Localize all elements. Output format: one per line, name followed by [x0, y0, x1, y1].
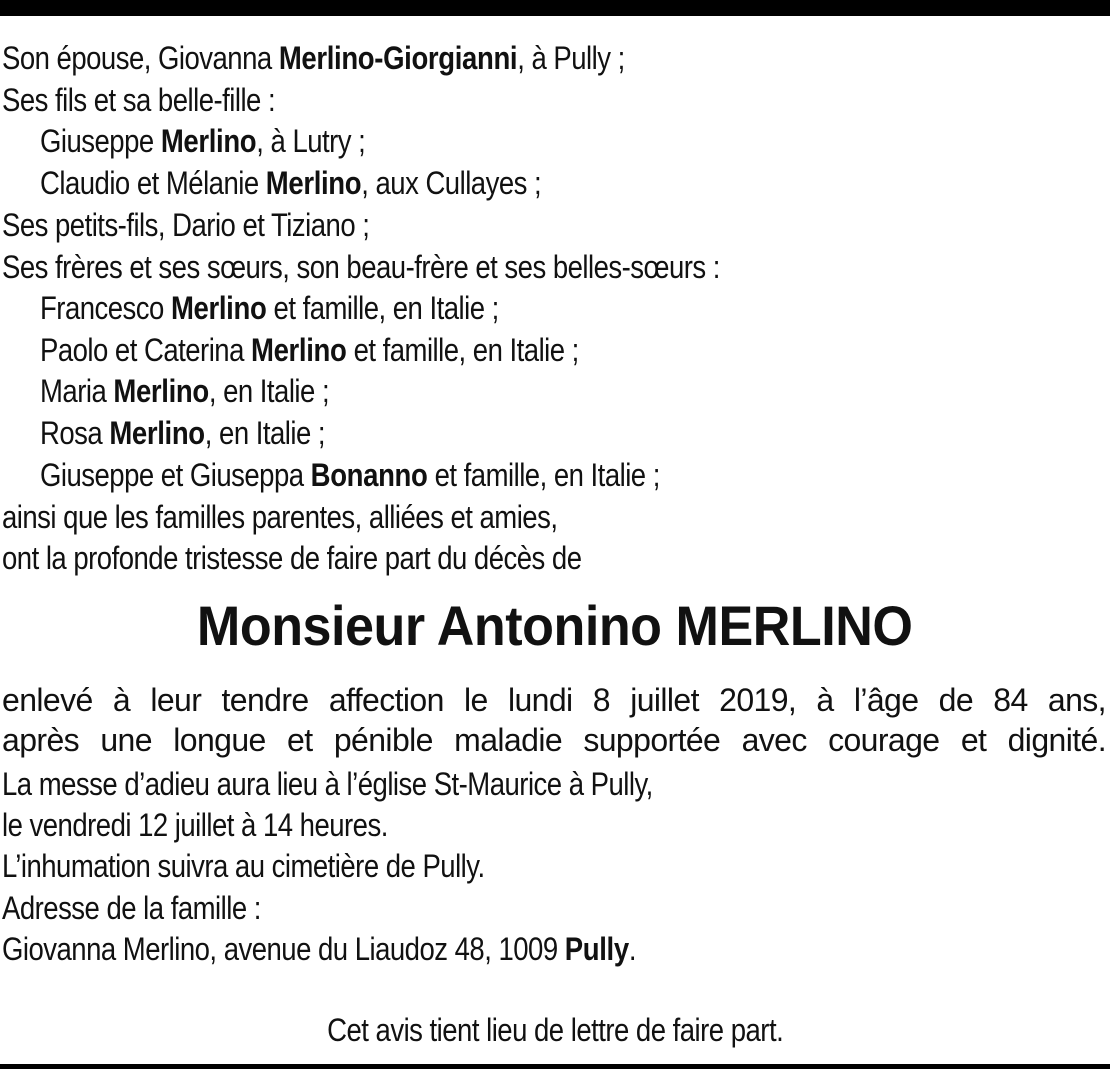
sibling-line: Rosa Merlino, en Italie ;: [40, 415, 326, 451]
word: maladie: [454, 722, 563, 758]
details-block: [2, 680, 1106, 760]
son-line: Giuseppe Merlino, à Lutry ;: [40, 123, 366, 159]
word: 2019,: [719, 682, 797, 718]
bottom-rule: [0, 1064, 1110, 1069]
word: l’âge: [853, 682, 919, 718]
surname: Merlino: [109, 415, 205, 451]
word: dignité.: [1007, 722, 1106, 758]
word: enlevé: [2, 682, 93, 718]
word: tendre: [221, 682, 309, 718]
sibling-line: Francesco Merlino et famille, en Italie ;: [40, 290, 499, 326]
word: le: [464, 682, 488, 718]
word: et: [287, 722, 313, 758]
deceased-name: Monsieur Antonino MERLINO: [197, 594, 913, 657]
surname: Merlino: [251, 332, 347, 368]
word: supportée: [583, 722, 721, 758]
siblings-heading: Ses frères et ses sœurs, son beau-frère et ses belles-sœurs :: [2, 249, 720, 285]
word: lundi: [507, 682, 573, 718]
word: courage: [828, 722, 940, 758]
surname: Merlino: [160, 123, 257, 159]
relatives-line: ainsi que les familles parentes, alliées et amies,: [2, 499, 558, 535]
details-line: [2, 680, 1106, 720]
sibling-line: Giuseppe et Giuseppa Bonanno et famille, en Italie ;: [40, 457, 660, 493]
sons-heading: Ses fils et sa belle-fille :: [2, 82, 276, 118]
sibling-line: Paolo et Caterina Merlino et famille, en Italie ;: [40, 332, 579, 368]
address-heading: Adresse de la famille :: [2, 890, 261, 926]
word: pénible: [333, 722, 433, 758]
word: leur: [150, 682, 202, 718]
word: à: [816, 682, 834, 718]
closing-note: Cet avis tient lieu de lettre de faire part.: [326, 1012, 784, 1048]
sibling-line: Maria Merlino, en Italie ;: [40, 373, 330, 409]
surname: Merlino: [113, 373, 209, 409]
announcement-line: ont la profonde tristesse de faire part du décès de: [2, 540, 582, 576]
spouse-line: Son épouse, Giovanna Merlino-Giorgianni, à Pully ;: [2, 40, 625, 76]
word: de: [938, 682, 974, 718]
word: longue: [173, 722, 266, 758]
surname: Merlino-Giorgianni: [278, 40, 518, 76]
mass-date-line: le vendredi 12 juillet à 14 heures.: [2, 807, 388, 843]
word: une: [100, 722, 152, 758]
surname: Merlino: [170, 290, 267, 326]
son-line: Claudio et Mélanie Merlino, aux Cullayes ;: [40, 165, 542, 201]
mass-line: La messe d’adieu aura lieu à l’église St-Maurice à Pully,: [2, 766, 653, 802]
word: avec: [741, 722, 807, 758]
city: Pully: [564, 931, 629, 967]
details-line: [2, 720, 1106, 760]
word: 8: [592, 682, 610, 718]
word: affection: [328, 682, 444, 718]
burial-line: L’inhumation suivra au cimetière de Pully.: [2, 848, 485, 884]
word: 84: [993, 682, 1028, 718]
word: après: [2, 722, 80, 758]
surname: Merlino: [265, 165, 362, 201]
word: et: [960, 722, 987, 758]
top-rule: [0, 0, 1110, 16]
surname: Bonanno: [310, 457, 428, 493]
address-line: Giovanna Merlino, avenue du Liaudoz 48, 1009 Pully.: [2, 931, 636, 967]
word: ans,: [1047, 682, 1106, 718]
grandsons-line: Ses petits-fils, Dario et Tiziano ;: [2, 207, 370, 243]
word: juillet: [630, 682, 699, 718]
word: à: [112, 682, 131, 718]
